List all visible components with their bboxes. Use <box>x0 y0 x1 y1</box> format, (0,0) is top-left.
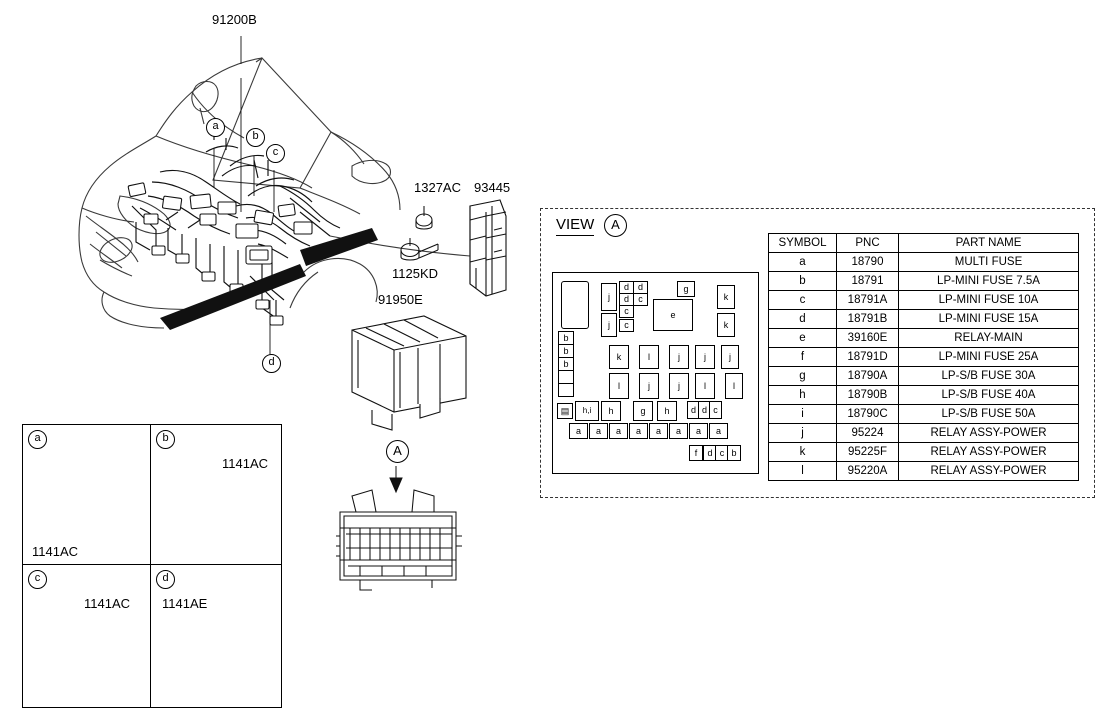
callout-b: b <box>246 128 265 147</box>
fusebox-cell-extra-d1: d <box>687 401 700 419</box>
table-row <box>769 443 1079 462</box>
cell-symbol: k <box>769 443 837 462</box>
label-93445: 93445 <box>474 180 511 195</box>
fusebox-cell-a1: a <box>569 423 588 439</box>
fusebox-cell-j6: j <box>669 373 689 399</box>
label-1125KD: 1125KD <box>392 266 439 281</box>
view-a-badge: A <box>604 214 627 237</box>
cell-pnc: 18791 <box>837 272 899 291</box>
fusebox-cell-l1: l <box>639 345 659 369</box>
view-a-title-text: VIEW <box>556 216 594 236</box>
fusebox-cell-a2: a <box>589 423 608 439</box>
table-row <box>769 291 1079 310</box>
fusebox-cell-a4: a <box>629 423 648 439</box>
fusebox-cell-d3: d <box>619 293 634 306</box>
cell-part-name: RELAY-MAIN <box>899 329 1079 348</box>
fusebox-cell-hi: h,i <box>575 401 599 421</box>
cell-part-name: LP-S/B FUSE 50A <box>899 405 1079 424</box>
fusebox-cell-k1: k <box>717 285 735 309</box>
parts-table <box>768 233 1079 481</box>
cell-symbol: j <box>769 424 837 443</box>
cell-pnc: 39160E <box>837 329 899 348</box>
table-row <box>769 462 1079 481</box>
cell-pnc: 95225F <box>837 443 899 462</box>
table-row <box>769 272 1079 291</box>
fusebox-icon-cell: ▤ <box>557 403 573 419</box>
cell-pnc: 95220A <box>837 462 899 481</box>
fusebox-cell-j1: j <box>601 283 617 311</box>
detail-b-label-1141AC: 1141AC <box>222 456 269 471</box>
fusebox-cell-h2: h <box>657 401 677 421</box>
fusebox-connector-left <box>561 281 589 329</box>
table-row <box>769 310 1079 329</box>
cell-pnc: 18791B <box>837 310 899 329</box>
fusebox-cell-d1: d <box>619 281 634 294</box>
cell-symbol: b <box>769 272 837 291</box>
fusebox-cell-a6: a <box>669 423 688 439</box>
cell-part-name: RELAY ASSY-POWER <box>899 424 1079 443</box>
fusebox-cell-l3: l <box>695 373 715 399</box>
cell-symbol: h <box>769 386 837 405</box>
table-row <box>769 329 1079 348</box>
cell-pnc: 18790C <box>837 405 899 424</box>
cell-part-name: RELAY ASSY-POWER <box>899 462 1079 481</box>
fusebox-cell-blank1 <box>558 370 574 384</box>
fusebox-cell-l-right: l <box>725 373 743 399</box>
cell-pnc: 18790A <box>837 367 899 386</box>
label-1327AC: 1327AC <box>414 180 461 195</box>
fusebox-cell-h1: h <box>601 401 621 421</box>
cell-symbol: l <box>769 462 837 481</box>
cell-symbol: a <box>769 253 837 272</box>
table-row <box>769 367 1079 386</box>
fusebox-cell-extra-c: c <box>709 401 722 419</box>
fusebox-cell-extra-b: b <box>727 445 741 461</box>
cell-part-name: MULTI FUSE <box>899 253 1079 272</box>
table-row <box>769 405 1079 424</box>
table-row <box>769 386 1079 405</box>
cell-symbol: e <box>769 329 837 348</box>
fusebox-cell-j2: j <box>601 313 617 337</box>
cell-pnc: 18790 <box>837 253 899 272</box>
cell-symbol: i <box>769 405 837 424</box>
label-91200B: 91200B <box>212 12 257 27</box>
fusebox-cell-c3: c <box>619 319 634 332</box>
fusebox-cell-a3: a <box>609 423 628 439</box>
fusebox-cell-k3: k <box>609 345 629 369</box>
detail-d-label-1141AE: 1141AE <box>162 596 208 611</box>
detail-badge-b: b <box>156 430 175 449</box>
cell-pnc: 18790B <box>837 386 899 405</box>
fusebox-cell-blank2 <box>558 383 574 397</box>
fusebox-cell-j-right: j <box>721 345 739 369</box>
fusebox-cell-l2: l <box>609 373 629 399</box>
cell-part-name: LP-MINI FUSE 15A <box>899 310 1079 329</box>
callout-d: d <box>262 354 281 373</box>
detail-badge-a: a <box>28 430 47 449</box>
fusebox-cell-a5: a <box>649 423 668 439</box>
detail-a-label-1141AC: 1141AC <box>32 544 79 559</box>
fusebox-cell-f: f <box>689 445 703 461</box>
fusebox-cell-a7: a <box>689 423 708 439</box>
label-91950E: 91950E <box>378 292 423 307</box>
cell-symbol: c <box>769 291 837 310</box>
callout-c: c <box>266 144 285 163</box>
fusebox-cell-j5: j <box>639 373 659 399</box>
cell-part-name: LP-MINI FUSE 7.5A <box>899 272 1079 291</box>
table-row <box>769 348 1079 367</box>
fusebox-cell-g1: g <box>677 281 695 297</box>
cell-part-name: LP-S/B FUSE 30A <box>899 367 1079 386</box>
cell-symbol: g <box>769 367 837 386</box>
detail-c-label-1141AC: 1141AC <box>84 596 131 611</box>
fusebox-cell-b3: b <box>558 357 574 371</box>
header-symbol: SYMBOL <box>769 234 837 253</box>
view-a-badge-arrow: A <box>386 440 409 463</box>
fusebox-cell-k2: k <box>717 313 735 337</box>
fusebox-cell-b1: b <box>558 331 574 345</box>
fusebox-cell-c1: c <box>633 293 648 306</box>
fusebox-cell-g2: g <box>633 401 653 421</box>
fusebox-cell-e: e <box>653 299 693 331</box>
fusebox-cell-d2: d <box>633 281 648 294</box>
cell-part-name: RELAY ASSY-POWER <box>899 443 1079 462</box>
cell-pnc: 18791D <box>837 348 899 367</box>
fusebox-cell-a8: a <box>709 423 728 439</box>
header-pnc: PNC <box>837 234 899 253</box>
detail-badge-c: c <box>28 570 47 589</box>
table-header-row <box>769 234 1079 253</box>
cell-symbol: d <box>769 310 837 329</box>
fusebox-cell-j4: j <box>695 345 715 369</box>
cell-pnc: 95224 <box>837 424 899 443</box>
cell-pnc: 18791A <box>837 291 899 310</box>
fusebox-cell-extra-c2: c <box>715 445 729 461</box>
cell-symbol: f <box>769 348 837 367</box>
table-row <box>769 424 1079 443</box>
view-a-title <box>556 216 594 236</box>
fuse-box-diagram <box>552 272 759 474</box>
fusebox-cell-extra-d3: d <box>703 445 717 461</box>
cell-part-name: LP-MINI FUSE 25A <box>899 348 1079 367</box>
callout-a: a <box>206 118 225 137</box>
fusebox-cell-extra-d2: d <box>698 401 711 419</box>
fusebox-cell-c2: c <box>619 305 634 318</box>
header-part-name: PART NAME <box>899 234 1079 253</box>
cell-part-name: LP-MINI FUSE 10A <box>899 291 1079 310</box>
cell-part-name: LP-S/B FUSE 40A <box>899 386 1079 405</box>
fusebox-cell-j3: j <box>669 345 689 369</box>
detail-badge-d: d <box>156 570 175 589</box>
table-row <box>769 253 1079 272</box>
fusebox-cell-b2: b <box>558 344 574 358</box>
